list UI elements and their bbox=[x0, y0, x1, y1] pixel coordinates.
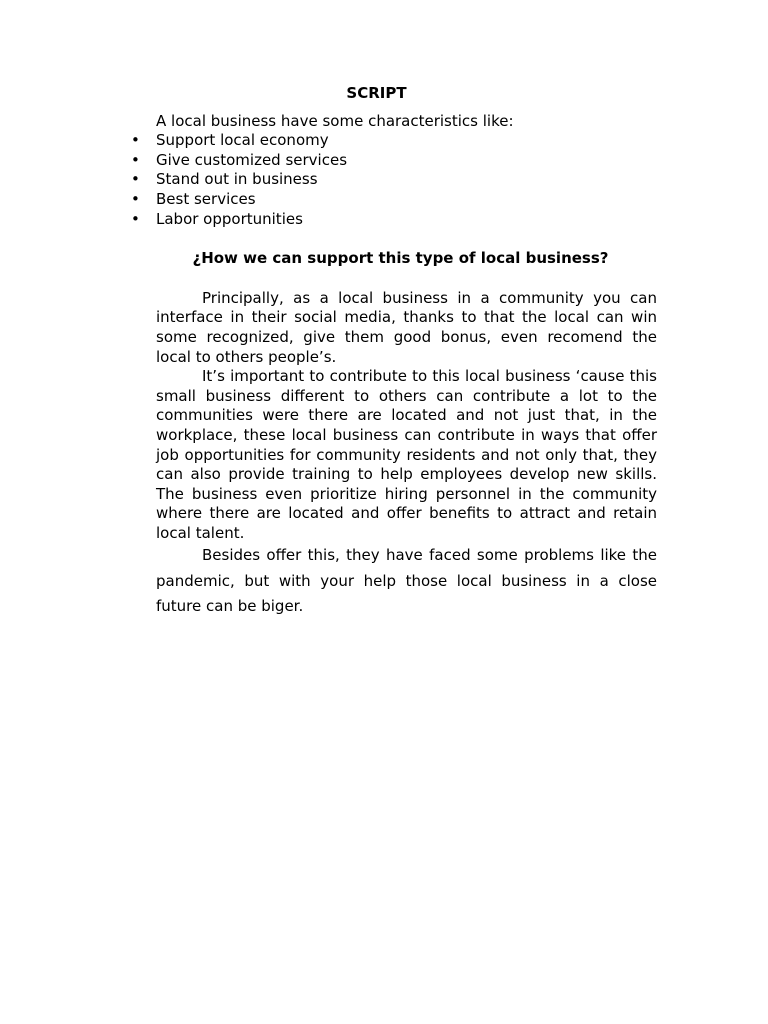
bullet-icon: • bbox=[131, 150, 140, 169]
list-item-text: Labor opportunities bbox=[156, 209, 303, 228]
section-heading: ¿How we can support this type of local business? bbox=[192, 249, 609, 268]
list-item bbox=[131, 189, 657, 210]
list-item bbox=[131, 209, 657, 230]
paragraph-1: Principally, as a local business in a community you can interface in their social media, thanks to that the local can win some recognized, give them good bonus, even recomend the local to others people’s. bbox=[156, 288, 657, 366]
bullet-icon: • bbox=[131, 131, 140, 150]
paragraph-3: Besides offer this, they have faced some problems like the pandemic, but with your help those local business in a close future can be biger. bbox=[156, 546, 657, 616]
paragraph-2: It’s important to contribute to this local business ‘cause this small business different to others can contribute a lot to the communities were there are located and not just that, in the workplace, these local business can contribute in ways that offer job opportunities for community residents and not only that, they can also provide training to help employees develop new skills. The business even prioritize hiring personnel in the community where there are located and offer benefits to attract and retain local talent. bbox=[156, 367, 657, 542]
list-item bbox=[131, 131, 657, 151]
list-item bbox=[131, 150, 657, 171]
list-item-text: Support local economy bbox=[156, 131, 329, 150]
list-item-text: Stand out in business bbox=[156, 170, 318, 189]
list-item-text: Give customized services bbox=[156, 150, 348, 169]
intro-line: A local business have some characteristics like: bbox=[156, 111, 514, 130]
bullet-icon: • bbox=[131, 209, 140, 228]
bullet-icon: • bbox=[131, 170, 140, 189]
document-title: SCRIPT bbox=[346, 84, 407, 102]
document-body bbox=[131, 84, 657, 620]
list-item bbox=[131, 170, 657, 190]
list-item-text: Best services bbox=[156, 189, 256, 208]
bullet-icon: • bbox=[131, 189, 140, 208]
characteristics-list bbox=[131, 131, 657, 229]
